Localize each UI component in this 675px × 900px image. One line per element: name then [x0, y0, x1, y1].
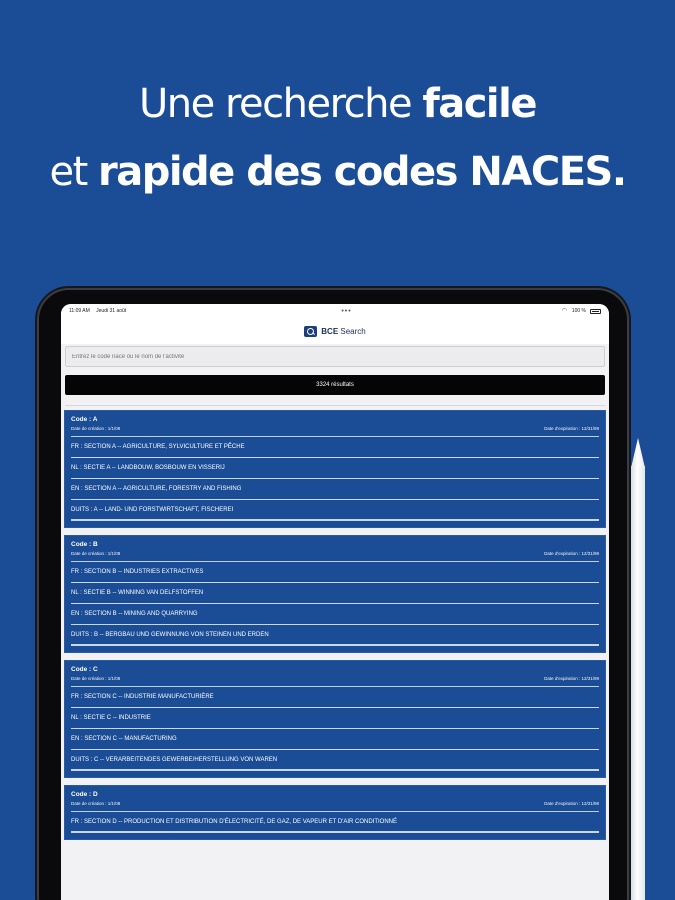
search-logo-icon — [304, 326, 317, 337]
app-title-regular: Search — [338, 326, 366, 336]
app-header — [61, 318, 609, 344]
card-expiry-date: Date d'expiration : 12/31/99 — [544, 426, 599, 431]
status-left — [69, 308, 131, 314]
promo-headline — [0, 70, 675, 206]
headline-line-2 — [0, 138, 675, 206]
card-created-date: Date de création : 1/1/08 — [71, 426, 121, 431]
card-row-fr: FR : SECTION D -- PRODUCTION ET DISTRIBUTION D'ÉLECTRICITÉ, DE GAZ, DE VAPEUR ET D'AIR CONDITIONNÉ — [71, 812, 599, 833]
card-row-en: EN : SECTION B -- MINING AND QUARRYING — [71, 604, 599, 625]
multitask-dots-icon[interactable]: ••• — [341, 307, 352, 315]
nace-card[interactable] — [64, 410, 606, 528]
search-input[interactable] — [65, 346, 605, 367]
card-created-date: Date de création : 1/1/08 — [71, 676, 121, 681]
card-created-date: Date de création : 1/1/08 — [71, 801, 121, 806]
card-dates — [71, 675, 599, 687]
card-row-de: DUITS : B -- BERGBAU UND GEWINNUNG VON STEINEN UND ERDEN — [71, 625, 599, 646]
nace-card[interactable] — [64, 535, 606, 653]
status-time: 11:09 AM — [69, 308, 90, 314]
card-row-en: EN : SECTION C -- MANUFACTURING — [71, 729, 599, 750]
status-bar — [61, 304, 609, 318]
tablet-screen — [61, 304, 609, 900]
card-expiry-date: Date d'expiration : 12/31/99 — [544, 551, 599, 556]
tablet-device — [37, 288, 629, 900]
app-title — [321, 327, 365, 336]
card-row-nl: NL : SECTIE C -- INDUSTRIE — [71, 708, 599, 729]
card-row-fr: FR : SECTION A -- AGRICULTURE, SYLVICULTURE ET PÊCHE — [71, 437, 599, 458]
wifi-icon: ◠ — [561, 307, 568, 314]
card-row-nl: NL : SECTIE B -- WINNING VAN DELFSTOFFEN — [71, 583, 599, 604]
stylus-body — [631, 466, 645, 900]
card-created-date: Date de création : 1/1/08 — [71, 551, 121, 556]
headline-line-2-regular: et — [49, 149, 98, 195]
card-dates — [71, 425, 599, 437]
card-row-fr: FR : SECTION B -- INDUSTRIES EXTRACTIVES — [71, 562, 599, 583]
nace-card[interactable] — [64, 660, 606, 778]
card-row-en: EN : SECTION A -- AGRICULTURE, FORESTRY AND FISHING — [71, 479, 599, 500]
headline-line-1-regular: Une recherche — [139, 81, 423, 127]
results-list[interactable] — [61, 410, 609, 840]
status-date: Jeudi 31 août — [96, 308, 127, 314]
card-row-de: DUITS : A -- LAND- UND FORSTWIRTSCHAFT, FISCHEREI — [71, 500, 599, 521]
battery-icon — [590, 309, 601, 314]
card-row-fr: FR : SECTION C -- INDUSTRIE MANUFACTURIÈRE — [71, 687, 599, 708]
card-dates — [71, 550, 599, 562]
card-dates — [71, 800, 599, 812]
card-code: Code : C — [71, 666, 98, 673]
app-title-bold: BCE — [321, 326, 339, 336]
card-expiry-date: Date d'expiration : 12/31/99 — [544, 801, 599, 806]
headline-line-2-bold: rapide des codes NACES. — [97, 149, 626, 195]
status-right — [562, 308, 601, 314]
nace-card[interactable] — [64, 785, 606, 840]
headline-line-1 — [0, 70, 675, 138]
card-expiry-date: Date d'expiration : 12/31/99 — [544, 676, 599, 681]
card-code: Code : D — [71, 791, 98, 798]
stylus-tip — [631, 438, 645, 468]
headline-line-1-bold: facile — [422, 81, 536, 127]
card-row-nl: NL : SECTIE A -- LANDBOUW, BOSBOUW EN VISSERIJ — [71, 458, 599, 479]
battery-percent: 100 % — [571, 308, 586, 314]
card-code: Code : A — [71, 416, 98, 423]
results-count-bar: 3324 résultats — [65, 375, 605, 395]
card-code: Code : B — [71, 541, 98, 548]
card-row-de: DUITS : C -- VERARBEITENDES GEWERBE/HERSTELLUNG VON WAREN — [71, 750, 599, 771]
